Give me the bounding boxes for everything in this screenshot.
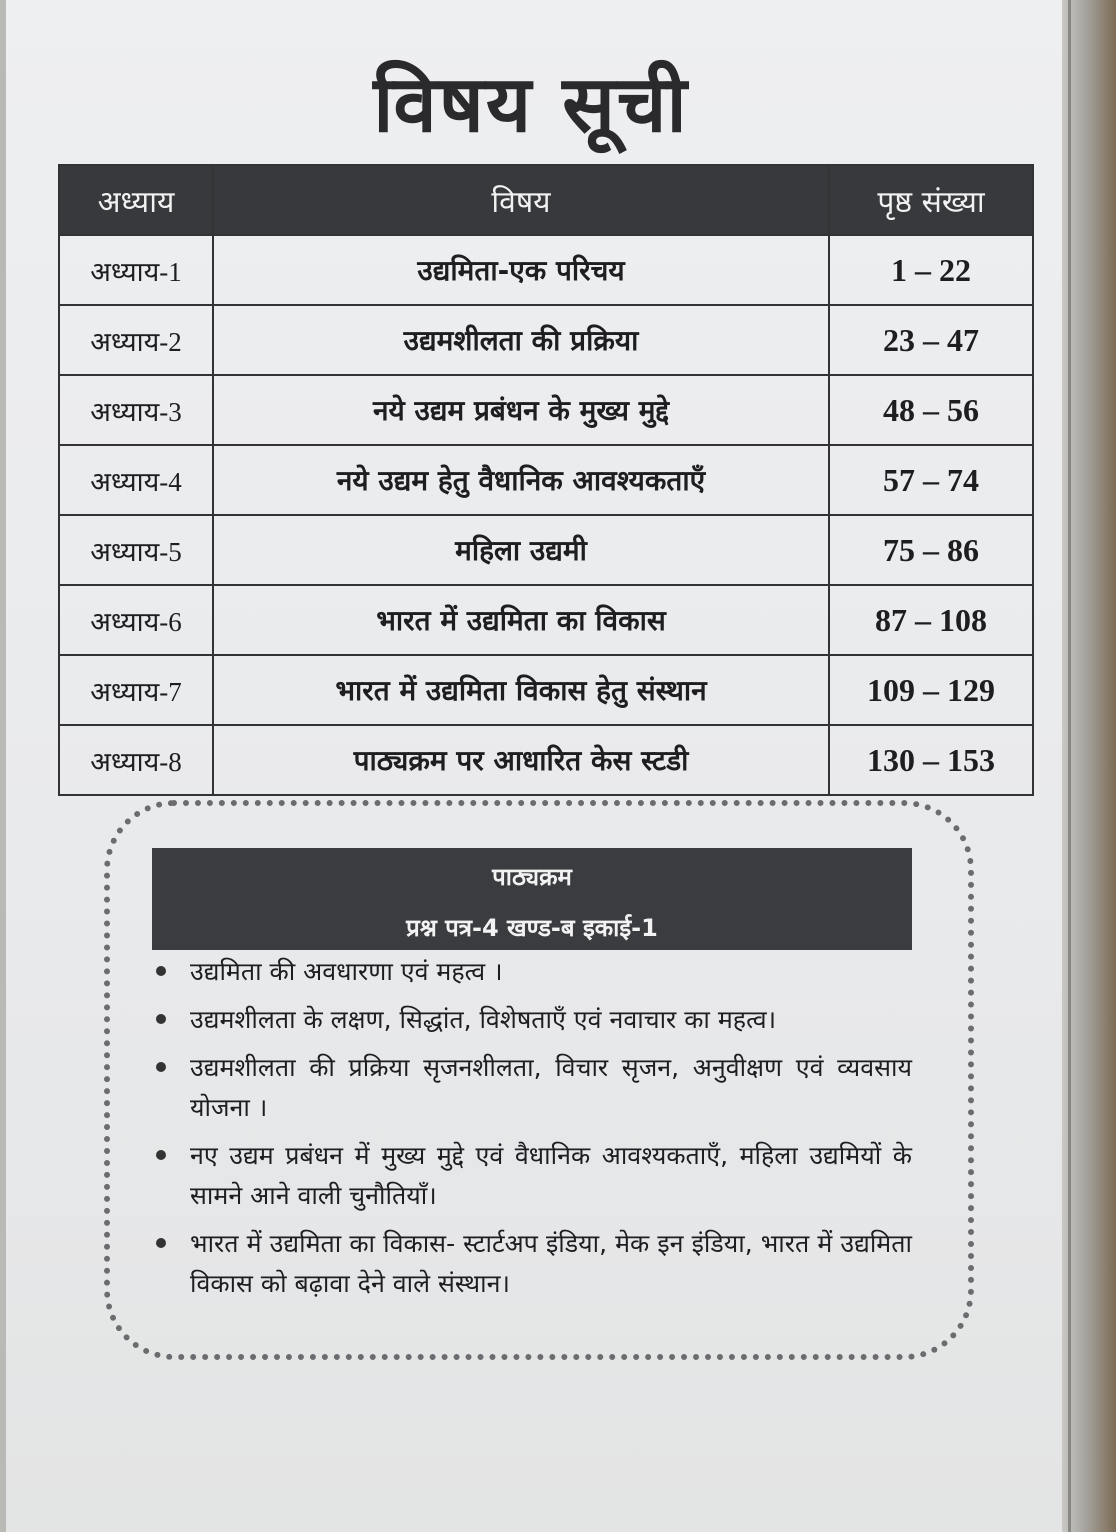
table-row — [59, 655, 1033, 725]
subject-cell: नये उद्यम प्रबंधन के मुख्य मुद्दे — [213, 375, 829, 445]
pages-cell: 75 – 86 — [829, 515, 1033, 585]
bullet-icon — [156, 966, 166, 976]
chapter-cell: अध्याय-4 — [59, 445, 213, 515]
bullet-icon — [156, 1238, 166, 1248]
subject-cell: भारत में उद्यमिता विकास हेतु संस्थान — [213, 655, 829, 725]
chapter-cell: अध्याय-7 — [59, 655, 213, 725]
table-header-row — [59, 165, 1033, 235]
subject-cell: महिला उद्यमी — [213, 515, 829, 585]
page-title: विषय सूची — [373, 60, 689, 150]
chapter-cell: अध्याय-8 — [59, 725, 213, 795]
table-row — [59, 515, 1033, 585]
list-item-text: उद्यमशीलता के लक्षण, सिद्धांत, विशेषताएँ एवं नवाचार का महत्व। — [190, 1005, 777, 1034]
bullet-icon — [156, 1150, 166, 1160]
list-item-text: उद्यमिता की अवधारणा एवं महत्व । — [190, 957, 503, 986]
list-item-text: उद्यमशीलता की प्रक्रिया सृजनशीलता, विचार सृजन, अनुवीक्षण एवं व्यवसाय योजना । — [190, 1053, 912, 1122]
chapter-cell: अध्याय-3 — [59, 375, 213, 445]
pages-cell: 48 – 56 — [829, 375, 1033, 445]
list-item — [150, 952, 912, 992]
chapter-cell: अध्याय-2 — [59, 305, 213, 375]
pages-cell: 23 – 47 — [829, 305, 1033, 375]
pages-cell: 1 – 22 — [829, 235, 1033, 305]
subject-cell: नये उद्यम हेतु वैधानिक आवश्यकताएँ — [213, 445, 829, 515]
pages-cell: 109 – 129 — [829, 655, 1033, 725]
table-row — [59, 585, 1033, 655]
header-pages: पृष्ठ संख्या — [829, 165, 1033, 235]
subject-cell: भारत में उद्यमिता का विकास — [213, 585, 829, 655]
subject-cell: उद्यमशीलता की प्रक्रिया — [213, 305, 829, 375]
list-item — [150, 1136, 912, 1216]
pages-cell: 130 – 153 — [829, 725, 1033, 795]
table-row — [59, 445, 1033, 515]
subject-cell: उद्यमिता-एक परिचय — [213, 235, 829, 305]
syllabus-heading: पाठ्यक्रम — [492, 863, 572, 891]
syllabus-header — [152, 848, 912, 950]
page-edge-line — [1068, 0, 1071, 1532]
header-subject: विषय — [213, 165, 829, 235]
chapter-cell: अध्याय-6 — [59, 585, 213, 655]
table-row — [59, 375, 1033, 445]
bullet-icon — [156, 1062, 166, 1072]
list-item — [150, 1048, 912, 1128]
table-row — [59, 235, 1033, 305]
list-item — [150, 1224, 912, 1304]
syllabus-subheading: प्रश्न पत्र-4 खण्ड-ब इकाई-1 — [406, 914, 658, 942]
table-row — [59, 305, 1033, 375]
syllabus-list — [150, 952, 912, 1312]
chapter-cell: अध्याय-5 — [59, 515, 213, 585]
list-item-text: भारत में उद्यमिता का विकास- स्टार्टअप इंडिया, मेक इन इंडिया, भारत में उद्यमिता विकास को बढ़ावा देने वाले संस्थान। — [190, 1229, 912, 1298]
list-item-text: नए उद्यम प्रबंधन में मुख्य मुद्दे एवं वैधानिक आवश्यकताएँ, महिला उद्यमियों के सामने आने वाली चुनौतियाँ। — [190, 1141, 912, 1210]
pages-cell: 87 – 108 — [829, 585, 1033, 655]
chapter-cell: अध्याय-1 — [59, 235, 213, 305]
header-chapter: अध्याय — [59, 165, 213, 235]
list-item — [150, 1000, 912, 1040]
table-row — [59, 725, 1033, 795]
subject-cell: पाठ्यक्रम पर आधारित केस स्टडी — [213, 725, 829, 795]
bullet-icon — [156, 1014, 166, 1024]
contents-table — [58, 164, 1034, 796]
pages-cell: 57 – 74 — [829, 445, 1033, 515]
